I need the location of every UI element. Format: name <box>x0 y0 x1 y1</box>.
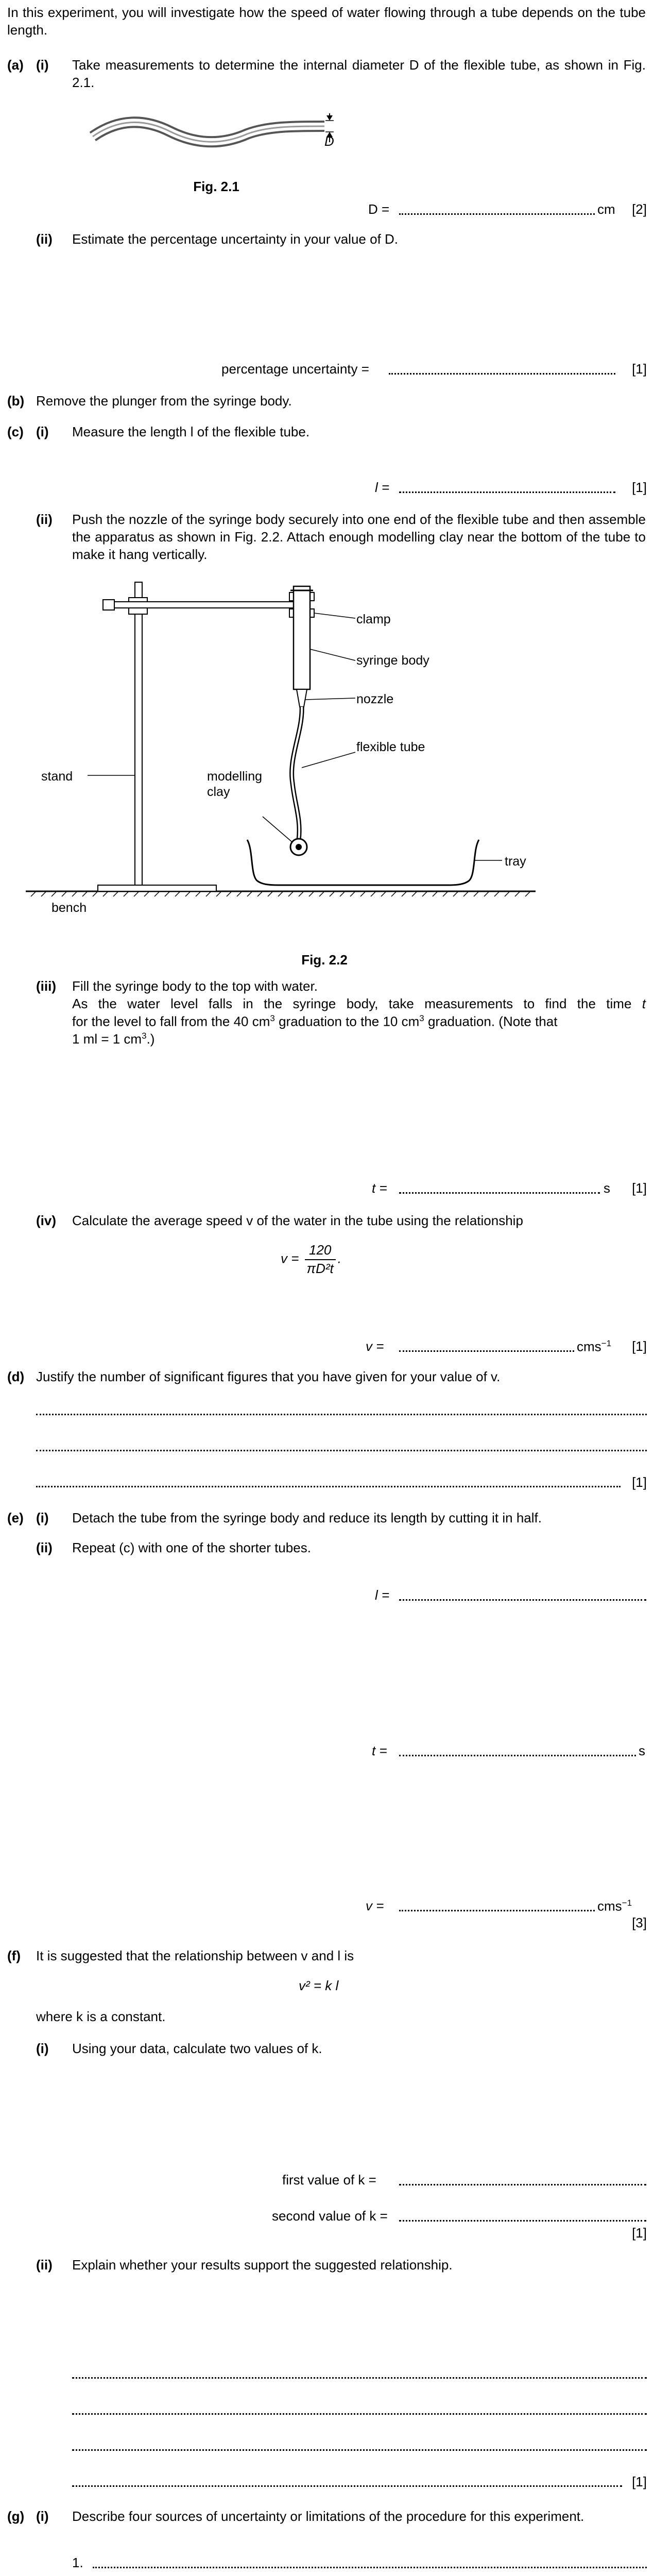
fig-label-clay: clay <box>207 785 230 799</box>
answer-t-prefix: t = <box>372 1180 387 1196</box>
part-g-label: (g) <box>7 2509 25 2524</box>
part-a-ii-text: Estimate the percentage uncertainty in your value of D. <box>72 231 399 247</box>
answer-d-line-3[interactable] <box>36 1486 621 1487</box>
answer-v-line[interactable] <box>399 1350 574 1352</box>
answer-k1-prefix: first value of k = <box>282 2172 376 2188</box>
answer-e-v-prefix: v = <box>366 1898 384 1913</box>
answer-f-ii-line-2[interactable] <box>72 2413 647 2415</box>
part-c-iv-text: Calculate the average speed v of the water in the tube using the relationship <box>72 1213 523 1228</box>
part-a-i-label: (i) <box>36 57 49 73</box>
fig-label-tray: tray <box>505 854 526 869</box>
answer-l-line[interactable] <box>399 492 615 493</box>
fig-label-nozzle: nozzle <box>356 692 394 706</box>
eq-speed: v = $\frac{120}{\text{πD²t}}$ . <box>281 1242 341 1276</box>
part-a-i-text: Take measurements to determine the internal diameter D of the flexible tube, as shown in Fig. 2.1. <box>72 57 646 90</box>
g-i-number-1: 1. <box>72 2555 83 2570</box>
part-c-iv-label: (iv) <box>36 1213 56 1228</box>
fig-2-2-diagram <box>21 562 536 938</box>
answer-e-t-line[interactable] <box>399 1755 636 1756</box>
answer-d-line-1[interactable] <box>36 1414 647 1415</box>
part-c-i-text: Measure the length l of the flexible tube. <box>72 424 310 439</box>
fig-2-2-caption: Fig. 2.2 <box>301 952 348 968</box>
answer-e-v-line[interactable] <box>399 1910 595 1911</box>
fig-2-1-label-d: D <box>324 133 334 149</box>
marks-f-i: [1] <box>632 2225 647 2241</box>
part-c-i-label: (i) <box>36 424 49 439</box>
answer-e-v-unit: cms$^{-1}$ <box>597 1898 632 1914</box>
part-f-ii-label: (ii) <box>36 2257 53 2273</box>
part-c-ii-text: Push the nozzle of the syringe body securely into one end of the flexible tube and then assemble the apparatus as shown in Fig. 2.2. Attach enough modelling clay near the bottom of the tube to make it hang vertically. <box>72 512 646 562</box>
part-f-text: It is suggested that the relationship between v and l is <box>36 1948 354 1963</box>
part-c-iii-text <box>72 978 646 1048</box>
part-f-ii-text: Explain whether your results support the suggested relationship. <box>72 2257 453 2273</box>
answer-e-l-line[interactable] <box>399 1599 646 1601</box>
part-e-ii-label: (ii) <box>36 1540 53 1555</box>
part-f-where: where k is a constant. <box>36 2009 166 2024</box>
answer-e-t-unit: s <box>639 1743 645 1758</box>
answer-v-prefix: v = <box>366 1338 384 1354</box>
part-c-iii-label: (iii) <box>36 978 56 994</box>
marks-f-ii: [1] <box>632 2474 647 2489</box>
fig-label-syringe-body: syringe body <box>356 653 429 668</box>
answer-v-unit: cms$^{-1}$ <box>577 1338 612 1354</box>
g-i-answer-1a[interactable] <box>93 2567 647 2568</box>
answer-k2-prefix: second value of k = <box>272 2208 388 2224</box>
part-e-i-label: (i) <box>36 1510 49 1526</box>
fig-label-modelling: modelling <box>207 769 263 784</box>
c-iii-line2: As the water level falls in the syringe body, take measurements to find the time t <box>72 995 646 1011</box>
answer-pct-line[interactable] <box>389 373 615 375</box>
part-a-label: (a) <box>7 57 24 73</box>
part-d-text: Justify the number of significant figures that you have given for your value of v. <box>36 1369 501 1384</box>
marks-c-i: [1] <box>632 480 647 495</box>
part-f-i-text: Using your data, calculate two values of k. <box>72 2041 322 2056</box>
fig-label-stand: stand <box>41 769 73 784</box>
fig-label-bench: bench <box>51 901 87 915</box>
c-iii-line1: Fill the syringe body to the top with water. <box>72 978 318 994</box>
answer-k1-line[interactable] <box>399 2184 646 2185</box>
eq-v-squared: v² = k l <box>299 1978 339 1993</box>
fig-2-1-diagram <box>88 108 345 170</box>
part-e-ii-text: Repeat (c) with one of the shorter tubes. <box>72 1540 311 1555</box>
part-d-label: (d) <box>7 1369 25 1384</box>
answer-d-prefix: D = <box>368 201 390 217</box>
part-f-label: (f) <box>7 1948 21 1963</box>
answer-t-unit: s <box>604 1180 610 1196</box>
answer-d-line[interactable] <box>399 213 595 215</box>
marks-c-iv: [1] <box>632 1338 647 1354</box>
fig-label-clamp: clamp <box>356 612 391 626</box>
part-f-i-label: (i) <box>36 2041 49 2056</box>
answer-f-ii-line-4[interactable] <box>72 2485 622 2487</box>
part-c-ii-label: (ii) <box>36 512 53 527</box>
answer-d-line-2[interactable] <box>36 1450 647 1451</box>
answer-k2-line[interactable] <box>399 2220 646 2222</box>
part-g-i-label: (i) <box>36 2509 49 2524</box>
marks-e: [3] <box>632 1915 647 1930</box>
answer-pct-prefix: percentage uncertainty = <box>221 361 369 377</box>
answer-d-unit: cm <box>597 201 615 217</box>
answer-e-t-prefix: t = <box>372 1743 387 1758</box>
part-c-label: (c) <box>7 424 24 439</box>
c-iii-line3: for the level to fall from the 40 $cm^3$ graduation to the 10 $cm^3$ graduation. (Note that <box>72 1013 558 1029</box>
answer-l-prefix: l = <box>375 480 390 495</box>
part-g-i-text: Describe four sources of uncertainty or limitations of the procedure for this experiment. <box>72 2509 584 2524</box>
part-a-ii-label: (ii) <box>36 231 53 247</box>
intro-text: In this experiment, you will investigate how the speed of water flowing through a tube depends on the tube length. <box>7 5 646 38</box>
answer-e-l-prefix: l = <box>375 1587 390 1603</box>
part-b-text: Remove the plunger from the syringe body. <box>36 393 292 409</box>
fig-label-flexible-tube: flexible tube <box>356 740 425 754</box>
marks-a-ii: [1] <box>632 361 647 377</box>
c-iii-line4: 1 ml = 1 $cm^3$.) <box>72 1031 155 1047</box>
part-b-label: (b) <box>7 393 25 409</box>
fig-2-1-caption: Fig. 2.1 <box>193 179 239 194</box>
answer-t-line[interactable] <box>399 1192 600 1194</box>
part-e-label: (e) <box>7 1510 24 1526</box>
part-e-i-text: Detach the tube from the syringe body and reduce its length by cutting it in half. <box>72 1510 542 1526</box>
marks-a-i: [2] <box>632 201 647 217</box>
marks-c-iii: [1] <box>632 1180 647 1196</box>
marks-d: [1] <box>632 1475 647 1490</box>
answer-f-ii-line-1[interactable] <box>72 2377 647 2379</box>
answer-f-ii-line-3[interactable] <box>72 2449 647 2451</box>
